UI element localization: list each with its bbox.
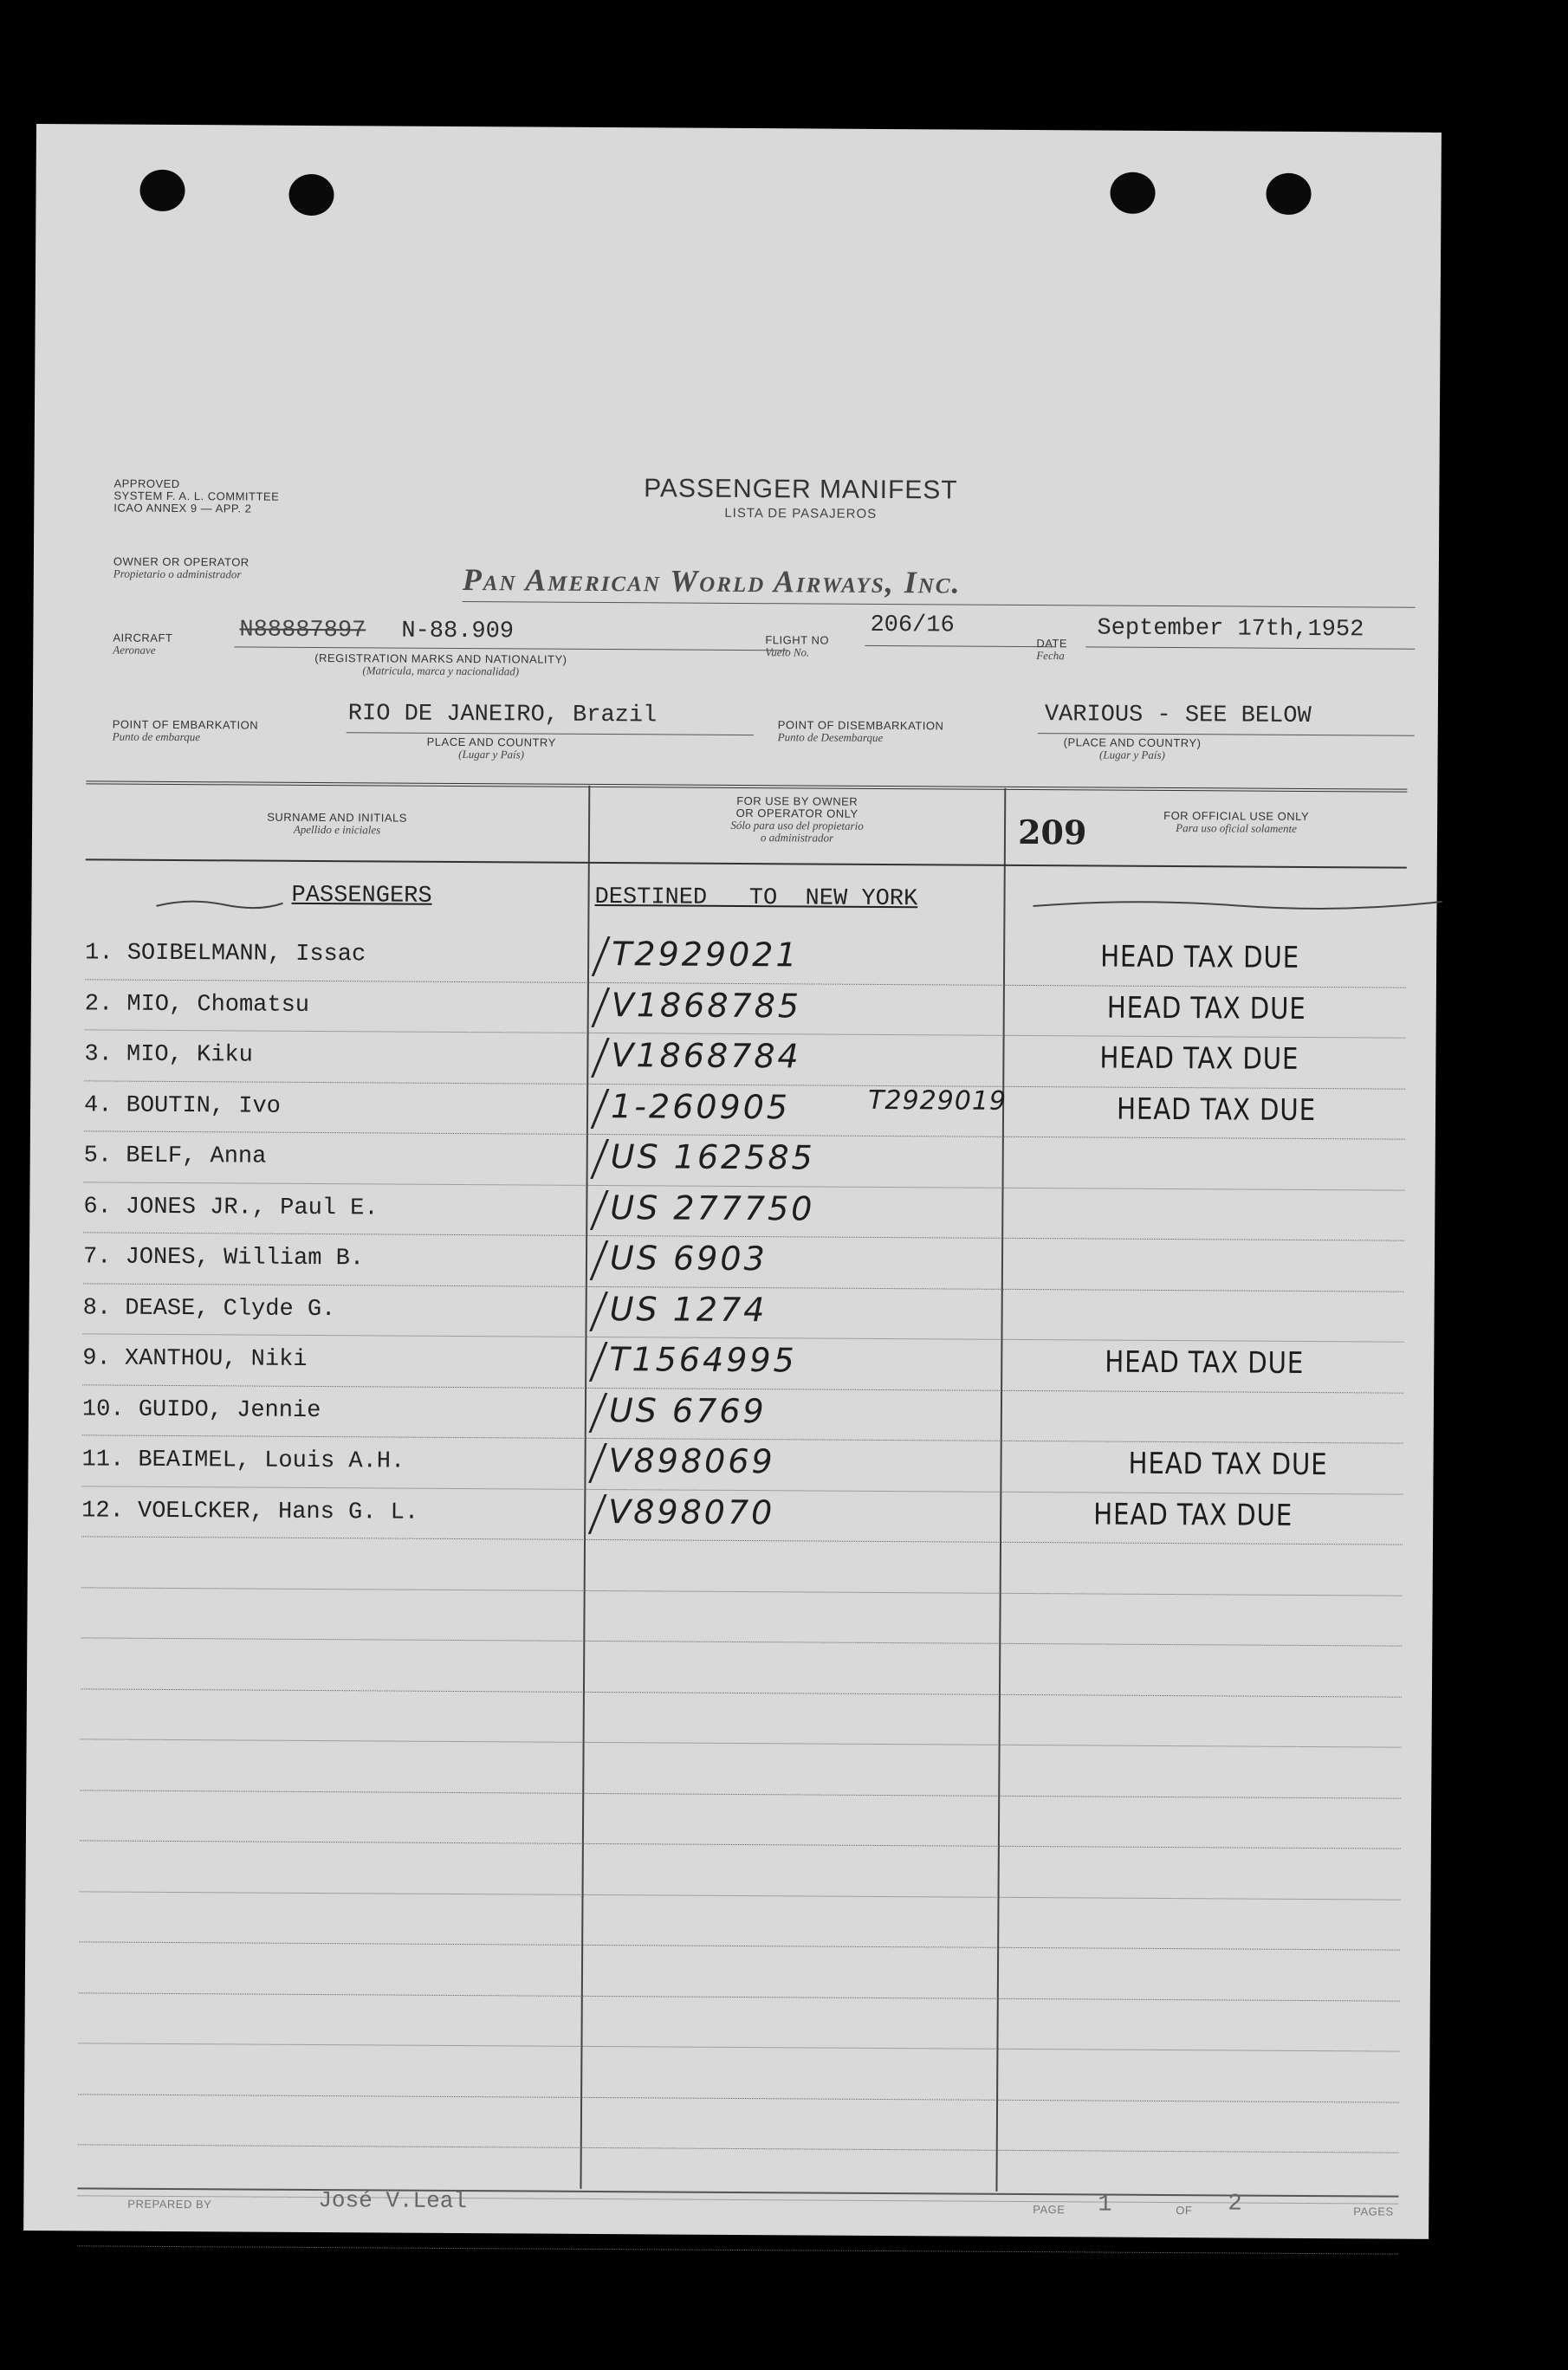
approved-line: ICAO ANNEX 9 — APP. 2 bbox=[113, 501, 252, 515]
aircraft-underline bbox=[234, 646, 788, 651]
passenger-document: T1564995 bbox=[609, 1340, 797, 1380]
ruled-line bbox=[78, 2094, 1399, 2102]
approved-line: SYSTEM F. A. L. COMMITTEE bbox=[113, 489, 280, 503]
table-row bbox=[83, 1232, 1404, 1290]
table-row bbox=[81, 1434, 1403, 1493]
surname-column-header: SURNAME AND INITIALS Apellido e iniciales bbox=[267, 810, 408, 837]
passenger-document: US 6769 bbox=[608, 1390, 767, 1430]
passenger-name: 2. MIO, Chomatsu bbox=[84, 990, 310, 1019]
official-note: HEAD TAX DUE bbox=[1105, 1344, 1305, 1381]
approved-line: APPROVED bbox=[113, 476, 180, 491]
passenger-document: V898069 bbox=[608, 1441, 775, 1481]
embark-label: POINT OF EMBARKATION Punto de embarque bbox=[112, 717, 259, 744]
header-bottom-rule bbox=[86, 858, 1407, 868]
passenger-name: 9. XANTHOU, Niki bbox=[82, 1345, 308, 1373]
official-note: HEAD TAX DUE bbox=[1093, 1496, 1293, 1533]
flourish-right bbox=[1029, 894, 1445, 916]
punch-hole bbox=[1110, 172, 1155, 214]
passenger-name: 4. BOUTIN, Ivo bbox=[83, 1091, 282, 1120]
ruled-line bbox=[81, 1587, 1403, 1596]
passenger-document: US 1274 bbox=[609, 1289, 768, 1329]
ruled-line bbox=[81, 1739, 1402, 1747]
aircraft-label: AIRCRAFT Aeronave bbox=[113, 631, 173, 657]
of-label: OF bbox=[1176, 2204, 1193, 2218]
ruled-line bbox=[80, 1891, 1401, 1900]
flight-label: FLIGHT NO Vuelo No. bbox=[765, 633, 830, 659]
passenger-document-secondary: T2929019 bbox=[868, 1085, 1008, 1117]
date-value: September 17th,1952 bbox=[1097, 615, 1364, 644]
official-note: HEAD TAX DUE bbox=[1116, 1091, 1317, 1128]
official-note: HEAD TAX DUE bbox=[1128, 1446, 1328, 1483]
passenger-document: US 6903 bbox=[609, 1239, 768, 1279]
ruled-line bbox=[80, 1840, 1401, 1849]
table-row bbox=[84, 1029, 1405, 1087]
table-row bbox=[85, 979, 1406, 1037]
table-row bbox=[84, 1130, 1405, 1188]
flight-value: 206/16 bbox=[870, 612, 955, 639]
passenger-document: US 162585 bbox=[610, 1137, 815, 1177]
passenger-name: 10. GUIDO, Jennie bbox=[81, 1395, 321, 1424]
punch-hole bbox=[1266, 173, 1311, 215]
table-row bbox=[84, 1080, 1405, 1138]
ruled-line bbox=[79, 1941, 1400, 1950]
ruled-line bbox=[78, 2144, 1399, 2153]
owner-underline bbox=[463, 601, 1416, 608]
table-top-rule bbox=[86, 780, 1407, 792]
passenger-name: 12. VOELCKER, Hans G. L. bbox=[81, 1497, 419, 1526]
punch-hole bbox=[139, 170, 185, 211]
ruled-line bbox=[79, 1992, 1400, 2001]
manifest-sheet bbox=[23, 124, 1442, 2239]
passenger-name: 3. MIO, Kiku bbox=[84, 1041, 253, 1069]
section-heading-right: DESTINED TO NEW YORK bbox=[594, 884, 918, 913]
table-row bbox=[85, 928, 1406, 986]
passenger-document: V1868784 bbox=[611, 1036, 801, 1076]
passenger-name: 6. JONES JR., Paul E. bbox=[83, 1193, 379, 1221]
pages-label: PAGES bbox=[1353, 2205, 1394, 2218]
passenger-document: T2929021 bbox=[612, 935, 800, 975]
official-note: HEAD TAX DUE bbox=[1100, 939, 1300, 975]
owner-label: OWNER OR OPERATOR Propietario o administrador bbox=[113, 554, 249, 581]
ruled-line bbox=[77, 2245, 1398, 2254]
of-value: 2 bbox=[1228, 2191, 1242, 2218]
section-heading-left: PASSENGERS bbox=[291, 882, 432, 910]
disembark-caption: (PLACE AND COUNTRY) (Lugar y País) bbox=[1063, 735, 1202, 761]
official-column-header: FOR OFFICIAL USE ONLY Para uso oficial solamente bbox=[1163, 808, 1310, 835]
passenger-document: V1868785 bbox=[611, 985, 802, 1025]
official-note: HEAD TAX DUE bbox=[1099, 1040, 1299, 1077]
punch-hole bbox=[288, 174, 334, 216]
passenger-document: 1-260905 bbox=[610, 1086, 791, 1126]
passenger-name: 1. SOIBELMANN, Issac bbox=[85, 940, 366, 968]
official-note: HEAD TAX DUE bbox=[1106, 990, 1306, 1026]
aircraft-value: N-88.909 bbox=[401, 618, 515, 645]
embark-caption: PLACE AND COUNTRY (Lugar y País) bbox=[426, 735, 556, 761]
passenger-name: 11. BEAIMEL, Louis A.H. bbox=[81, 1447, 405, 1475]
approval-block bbox=[113, 478, 279, 515]
embark-underline bbox=[347, 732, 754, 735]
disembark-value: VARIOUS - SEE BELOW bbox=[1044, 702, 1312, 730]
table-row bbox=[82, 1283, 1403, 1341]
owner-use-column-header: FOR USE BY OWNER OR OPERATOR ONLY Sólo para uso del propietario o administrador bbox=[730, 793, 864, 845]
table-row bbox=[81, 1486, 1403, 1544]
table-row bbox=[83, 1182, 1404, 1240]
flourish-left bbox=[154, 896, 284, 914]
embark-value: RIO DE JANEIRO, Brazil bbox=[347, 701, 658, 729]
ruled-line bbox=[80, 1790, 1401, 1798]
ruled-line bbox=[77, 2195, 1398, 2204]
passenger-name: 5. BELF, Anna bbox=[83, 1143, 267, 1170]
ruled-line bbox=[81, 1688, 1402, 1697]
prepared-label: PREPARED BY bbox=[127, 2197, 212, 2211]
flight-underline bbox=[865, 645, 1055, 647]
passenger-document: US 277750 bbox=[610, 1188, 815, 1228]
date-label: DATE Fecha bbox=[1036, 637, 1068, 663]
form-title: PASSENGER MANIFEST bbox=[644, 474, 958, 505]
page-label: PAGE bbox=[1033, 2203, 1066, 2217]
section-heading-row bbox=[85, 877, 1406, 923]
aircraft-struck: N88887897 bbox=[239, 617, 366, 644]
registration-caption: (REGISTRATION MARKS AND NATIONALITY) (Matricula, marca y nacionalidad) bbox=[314, 651, 567, 678]
owner-value: Pan American World Airways, Inc. bbox=[462, 562, 962, 600]
page-value: 1 bbox=[1098, 2192, 1112, 2218]
passenger-name: 7. JONES, William B. bbox=[82, 1244, 365, 1272]
date-underline bbox=[1085, 646, 1415, 649]
table-row bbox=[82, 1333, 1403, 1391]
passenger-name: 8. DEASE, Clyde G. bbox=[82, 1294, 336, 1323]
ruled-line bbox=[81, 1637, 1402, 1646]
form-subtitle: LISTA DE PASAJEROS bbox=[724, 505, 878, 521]
ruled-line bbox=[78, 2043, 1399, 2051]
passenger-document: V898070 bbox=[608, 1492, 775, 1531]
disembark-label: POINT OF DISEMBARKATION Punto de Desembarque bbox=[777, 718, 944, 744]
official-number: 209 bbox=[1017, 812, 1087, 852]
table-row bbox=[82, 1384, 1403, 1442]
prepared-signature: José V.Leal bbox=[318, 2187, 468, 2215]
